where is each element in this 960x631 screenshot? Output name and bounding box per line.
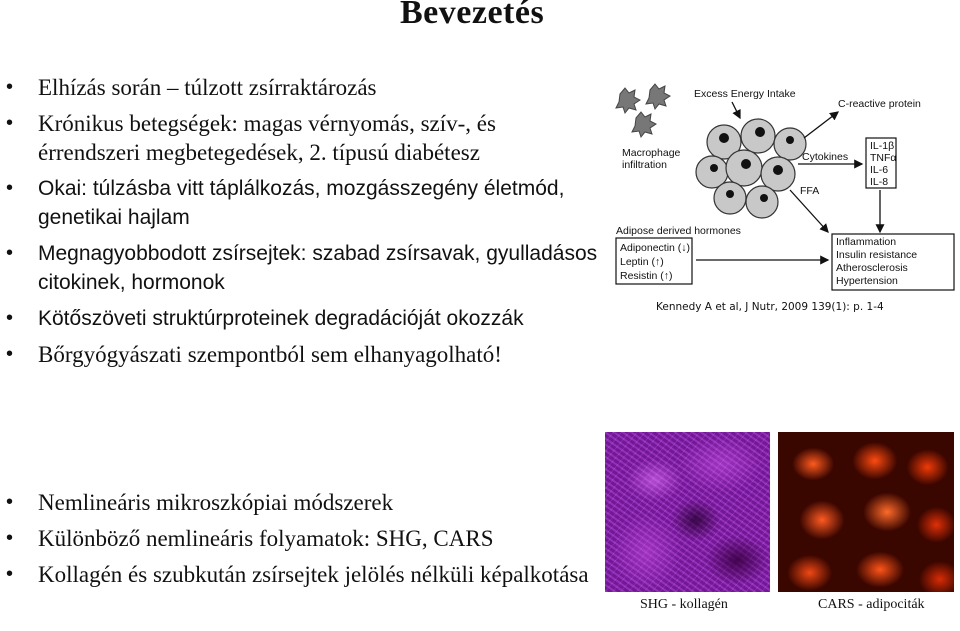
adipose-hormones-title: Adipose derived hormones [616,225,741,237]
hormone-item: Adiponectin (↓) [620,242,691,254]
cytokine-item: IL-1β [870,140,895,152]
bullet-dermatology: • Bőrgyógyászati szempontból sem elhanyagolható! [0,340,600,369]
outcome-item: Hypertension [836,275,898,287]
bullet-chronic-diseases: • Krónikus betegségek: magas vérnyomás, szív-, és érrendszeri megbetegedések, 2. típusú diabétesz [0,109,600,167]
bullet-causes: • Okai: túlzásba vitt táplálkozás, mozgásszegény életmód, genetikai hajlam [0,174,600,232]
bullet-nonlinear-processes: • Különböző nemlineáris folyamatok: SHG, CARS [0,524,600,553]
bullet-label-free-imaging: • Kollagén és szubkután zsírsejtek jelölés nélküli képalkotása [0,560,600,589]
crp-label: C-reactive protein [838,98,921,110]
slide-title: Bevezetés [400,0,545,31]
cytokine-item: IL-8 [870,176,889,188]
macrophage-label: Macrophage [622,147,681,159]
cars-adipocyte-image [778,432,954,592]
cytokines-label: Cytokines [802,151,849,163]
cytokine-item: IL-6 [870,164,889,176]
hormone-item: Leptin (↑) [620,256,664,268]
excess-energy-label: Excess Energy Intake [694,88,796,100]
outcome-item: Insulin resistance [836,249,918,261]
bullet-enlarged-cells: • Megnagyobbodott zsírsejtek: szabad zsírsavak, gyulladásos citokinek, hormonok [0,239,600,297]
macrophage-icon [616,84,670,137]
macrophage-label-2: infiltration [622,159,667,171]
cytokine-item: TNFα [870,152,897,164]
adipose-inflammation-diagram [612,82,956,298]
cars-caption: CARS - adipociták [818,597,925,612]
shg-collagen-image [605,432,770,592]
bullet-obesity: • Elhízás során – túlzott zsírraktározás [0,73,600,102]
ffa-label: FFA [800,185,820,197]
bottom-bullet-list [0,488,600,596]
hormone-item: Resistin (↑) [620,270,673,282]
bullet-nonlinear-methods: • Nemlineáris mikroszkópiai módszerek [0,488,600,517]
shg-caption: SHG - kollagén [640,597,728,612]
top-bullet-list [0,73,600,376]
outcome-item: Atherosclerosis [836,262,908,274]
bullet-connective-tissue: • Kötőszöveti struktúrproteinek degradációját okozzák [0,304,600,333]
figure-citation: Kennedy A et al, J Nutr, 2009 139(1): p. 1-4 [656,301,884,313]
outcome-item: Inflammation [836,236,897,248]
